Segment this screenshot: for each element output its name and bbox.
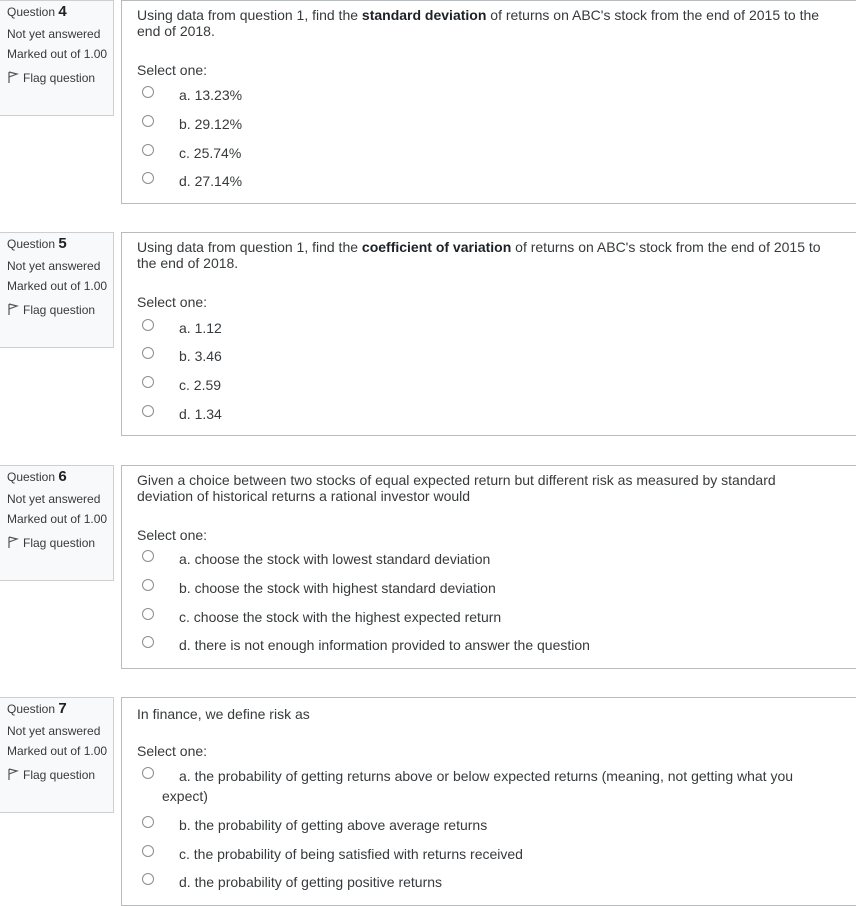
question-content bbox=[121, 0, 856, 204]
question-text-part: Using data from question 1, find the bbox=[137, 7, 362, 23]
radio-button[interactable] bbox=[142, 636, 154, 648]
radio-button[interactable] bbox=[142, 172, 154, 184]
question-label: Question bbox=[7, 5, 56, 19]
question-text-part: In finance, we define risk as bbox=[137, 706, 310, 722]
flag-question-link[interactable] bbox=[7, 536, 95, 550]
select-one-prompt: Select one: bbox=[137, 294, 208, 310]
question-grade: Marked out of 1.00 bbox=[7, 512, 108, 526]
option-label: c. 25.74% bbox=[179, 145, 242, 161]
question-number-value: 6 bbox=[58, 468, 67, 485]
question-text-part: of returns on ABC's stock from the end of 2015 to the end of 2018. bbox=[137, 239, 821, 271]
option-label: a. choose the stock with lowest standard deviation bbox=[179, 551, 491, 567]
select-one-prompt: Select one: bbox=[137, 743, 208, 759]
option-label: b. choose the stock with highest standard deviation bbox=[179, 580, 496, 596]
question-grade: Marked out of 1.00 bbox=[7, 744, 108, 758]
option-label: a. the probability of getting returns above or below expected returns (meaning, not getting what you expect) bbox=[162, 768, 794, 804]
question-state: Not yet answered bbox=[7, 27, 101, 41]
option-label: b. 29.12% bbox=[179, 116, 243, 132]
question-info-panel bbox=[0, 697, 114, 813]
option-label: b. the probability of getting above average returns bbox=[179, 817, 488, 833]
flag-question-link[interactable] bbox=[7, 768, 95, 782]
question-text-bold: standard deviation bbox=[361, 7, 487, 23]
radio-button[interactable] bbox=[142, 608, 154, 620]
radio-button[interactable] bbox=[142, 873, 154, 885]
question-label: Question bbox=[7, 702, 56, 716]
select-one-prompt: Select one: bbox=[137, 62, 208, 78]
flag-question-label: Flag question bbox=[23, 71, 96, 85]
question-text bbox=[137, 239, 827, 271]
question-state: Not yet answered bbox=[7, 259, 101, 273]
question-text-part: Given a choice between two stocks of equal expected return but different risk as measured by standard deviation of historical returns a rational investor would bbox=[137, 472, 776, 504]
flag-question-label: Flag question bbox=[23, 303, 96, 317]
question-text-part: Using data from question 1, find the bbox=[137, 239, 362, 255]
option-label: d. there is not enough information provided to answer the question bbox=[179, 637, 590, 653]
flag-question-link[interactable] bbox=[7, 71, 95, 85]
question-state: Not yet answered bbox=[7, 724, 101, 738]
option-label: c. the probability of being satisfied with returns received bbox=[179, 846, 523, 862]
question-number-value: 7 bbox=[58, 700, 67, 717]
option-label: d. 27.14% bbox=[179, 173, 243, 189]
radio-button[interactable] bbox=[142, 376, 154, 388]
question-content bbox=[121, 232, 856, 436]
question-text bbox=[137, 7, 827, 39]
option-label: d. 1.34 bbox=[179, 406, 222, 422]
option-label: b. 3.46 bbox=[179, 348, 222, 364]
option-label: a. 13.23% bbox=[179, 87, 243, 103]
question-info-panel bbox=[0, 0, 114, 116]
radio-button[interactable] bbox=[142, 347, 154, 359]
question-label: Question bbox=[7, 470, 56, 484]
radio-button[interactable] bbox=[142, 767, 154, 779]
radio-button[interactable] bbox=[142, 816, 154, 828]
question-info-panel bbox=[0, 232, 114, 348]
question-number-value: 4 bbox=[58, 3, 67, 20]
question-grade: Marked out of 1.00 bbox=[7, 279, 108, 293]
radio-button[interactable] bbox=[142, 319, 154, 331]
option-label: d. the probability of getting positive returns bbox=[179, 874, 443, 890]
radio-button[interactable] bbox=[142, 845, 154, 857]
question-number bbox=[7, 700, 67, 717]
question-number-value: 5 bbox=[58, 235, 67, 252]
question-label: Question bbox=[7, 237, 56, 251]
question-grade: Marked out of 1.00 bbox=[7, 47, 108, 61]
radio-button[interactable] bbox=[142, 550, 154, 562]
flag-question-link[interactable] bbox=[7, 303, 95, 317]
flag-icon bbox=[7, 71, 19, 83]
question-text-part: of returns on ABC's stock from the end of 2015 to the end of 2018. bbox=[137, 7, 820, 39]
flag-icon bbox=[7, 768, 19, 780]
option-label: a. 1.12 bbox=[179, 320, 222, 336]
radio-button[interactable] bbox=[142, 86, 154, 98]
question-number bbox=[7, 3, 67, 20]
question-content bbox=[121, 465, 856, 669]
question-text bbox=[137, 706, 827, 722]
question-text-bold: coefficient of variation bbox=[361, 239, 512, 255]
radio-button[interactable] bbox=[142, 115, 154, 127]
question-state: Not yet answered bbox=[7, 492, 101, 506]
flag-question-label: Flag question bbox=[23, 536, 96, 550]
select-one-prompt: Select one: bbox=[137, 527, 208, 543]
question-number bbox=[7, 468, 67, 485]
flag-icon bbox=[7, 536, 19, 548]
radio-button[interactable] bbox=[142, 405, 154, 417]
radio-button[interactable] bbox=[142, 579, 154, 591]
flag-question-label: Flag question bbox=[23, 768, 96, 782]
question-number bbox=[7, 235, 67, 252]
question-info-panel bbox=[0, 465, 114, 581]
option-label: c. choose the stock with the highest expected return bbox=[179, 609, 502, 625]
question-content bbox=[121, 697, 856, 906]
radio-button[interactable] bbox=[142, 144, 154, 156]
option-label: c. 2.59 bbox=[179, 377, 222, 393]
question-text bbox=[137, 472, 827, 504]
flag-icon bbox=[7, 303, 19, 315]
